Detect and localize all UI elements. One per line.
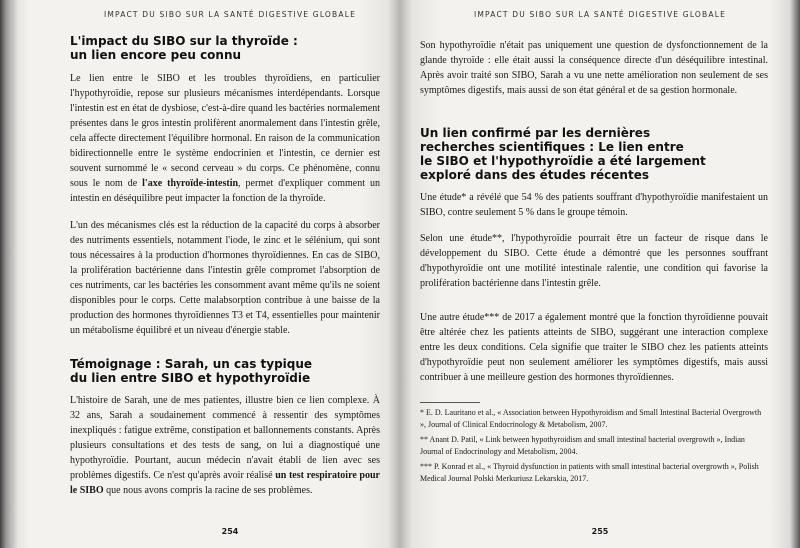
paragraph	[70, 71, 380, 206]
bold-term: l'axe thyroïde-intestin	[142, 178, 239, 189]
bold-term: un test respiratoire pour le SIBO	[70, 470, 380, 496]
footnote: ** Anant D. Patil, « Link between hypothyroidism and small intestinal bacterial overgrowth », Indian Journal of Endocrinology and Metabolism, 2004.	[420, 435, 745, 456]
footnote: *** P. Konrad et al., « Thyroid dysfunction in patients with small intestinal bacterial overgrowth », Polish Medical Journal Polski Merkuriusz Lekarskia, 2017.	[420, 462, 759, 483]
paragraph: L'un des mécanismes clés est la réduction de la capacité du corps à absorber des nutriments essentiels, notamment l'iode, le zinc et le sélénium, qui sont tous nécessaires à la production d'hormones thyroïdiennes. En cas de SIBO, la prolifération bactérienne dans l'intestin grêle compromet l'absorption de ces nutriments, car les bactéries les consomment avant même qu'ils ne soient disponibles pour le corps. Cette malabsorption contribue à une baisse de la production des hormones thyroïdiennes T3 et T4, essentielles pour maintenir un métabolisme équilibré et un niveau d'énergie stable.	[70, 220, 380, 336]
running-header-right: IMPACT DU SIBO SUR LA SANTÉ DIGESTIVE GLOBALE	[473, 10, 727, 19]
paragraph: Une étude* a révélé que 54 % des patients souffrant d'hypothyroïdie manifestaient un SIBO, contre seulement 5 % dans le groupe témoin.	[420, 192, 768, 218]
section-heading-thyroid	[70, 34, 380, 62]
heading-line: Un lien confirmé par les dernières	[420, 126, 651, 140]
text: , permet d'expliquer comment un intestin en déséquilibre peut impacter la fonction de la thyroïde.	[70, 178, 380, 204]
footnote: * E. D. Lauritano et al., « Association between Hypothyroidism and Small Intestinal Bacterial Overgrowth », Journal of Clinical Endocrinology & Metabolism, 2007.	[420, 408, 762, 429]
heading-line: recherches scientifiques : Le lien entre	[420, 140, 684, 154]
heading-line: Témoignage : Sarah, un cas typique	[70, 357, 313, 371]
text: Le lien entre le SIBO et les troubles thyroïdiens, en particulier l'hypothyroïdie, repose sur plusieurs mécanismes interdépendants. Lorsque l'intestin est en état de dysbiose, c'est-à-dire quand les bactéries normalement présentes dans le gros intestin prolifèrent anormalement dans l'intestin grêle, cela affecte directement l'équilibre hormonal. En raison de la communication bidirectionnelle entre le système endocrinien et l'intestin, ce dernier est souvent surnommé le « second cerveau » du corps. Ce phénomène, connu sous le nom de	[70, 73, 380, 189]
text: que nous avons compris la racine de ses problèmes.	[103, 485, 313, 496]
page-number: 254	[221, 527, 239, 536]
section-heading-testimony	[70, 357, 380, 385]
right-page	[400, 0, 800, 548]
heading-line: un lien encore peu connu	[70, 48, 242, 62]
paragraph	[70, 393, 380, 498]
footnote-rule	[420, 402, 480, 403]
heading-line: du lien entre SIBO et hypothyroïdie	[70, 371, 311, 385]
running-header-left: IMPACT DU SIBO SUR LA SANTÉ DIGESTIVE GLOBALE	[103, 10, 357, 19]
text: L'histoire de Sarah, une de mes patientes, illustre bien ce lien complexe. À 32 ans, Sarah a soudainement commencé à ressentir des symptômes inexpliqués : fatigue extrême, constipation et ballonnements constants. Après plusieurs consultations et des tests de sang, on lui a diagnostiqué une hypothyroïdie. Pourtant, aucun médecin n'avait établi de lien avec ses problèmes digestifs. Ce n'est qu'après avoir réalisé	[70, 395, 380, 481]
section-heading-research	[420, 126, 768, 182]
heading-line: exploré dans des études récentes	[420, 168, 649, 182]
paragraph: Selon une étude**, l'hypothyroïdie pourrait être un facteur de risque dans le développement du SIBO. Cette étude a démontré que les personnes souffrant d'hypothyroïdie ont une motilité intestinale ralentie, une condition qui favorise la prolifération bactérienne dans l'intestin grêle.	[420, 233, 768, 289]
page-number: 255	[591, 527, 609, 536]
heading-line: le SIBO et l'hypothyroïdie a été largement	[420, 154, 706, 168]
heading-line: L'impact du SIBO sur la thyroïde :	[70, 34, 298, 48]
paragraph: Son hypothyroïdie n'était pas uniquement une question de dysfonctionnement de la glande thyroïde : elle était aussi la conséquence directe d'un déséquilibre intestinal. Après avoir traité son SIBO, Sarah a vu une nette amélioration non seulement de ses symptômes digestifs, mais aussi de son état général et de sa gestion hormonale.	[420, 40, 768, 96]
paragraph: Une autre étude*** de 2017 a également montré que la fonction thyroïdienne pouvait être altérée chez les patients atteints de SIBO, suggérant une interaction complexe entre les deux conditions. Cela signifie que traiter le SIBO chez les patients atteints d'hypothyroïdie peut non seulement améliorer les symptômes digestifs, mais aussi contribuer à une meilleure gestion des hormones thyroïdiennes.	[420, 312, 768, 383]
footnotes	[420, 407, 768, 488]
